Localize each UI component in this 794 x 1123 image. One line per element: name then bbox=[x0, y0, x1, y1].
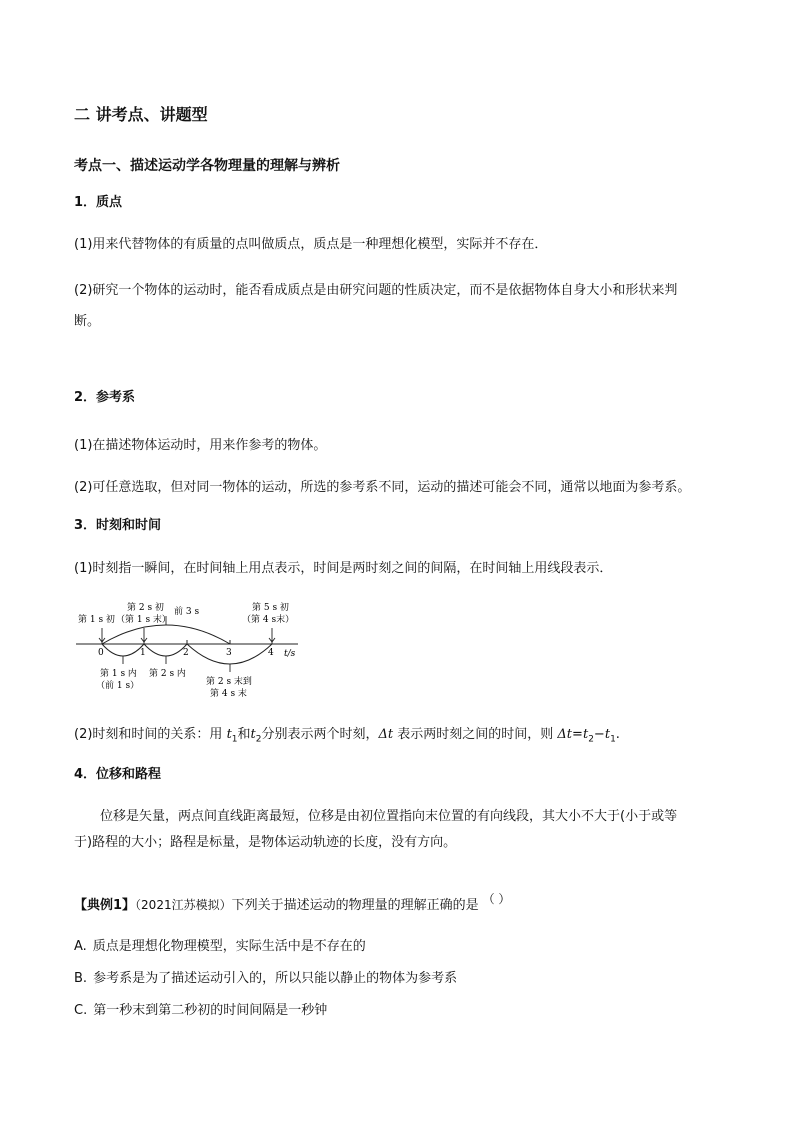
var-t2: t bbox=[250, 727, 256, 742]
cankaoxi-p2: (2)可任意选取，但对同一物体的运动，所选的参考系不同，运动的描述可能会不同，通常以地面为参考系。 bbox=[74, 480, 691, 495]
label-second-end-to-l2: 第 4 s 末 bbox=[210, 689, 247, 699]
tick-label-1: 1 bbox=[140, 648, 146, 658]
eq-minus: − bbox=[593, 727, 605, 742]
example-tag: 【典例1】 bbox=[74, 898, 136, 913]
eq-t2: t bbox=[582, 727, 589, 742]
shike-p2-mid: 分别表示两个时刻， bbox=[261, 727, 379, 742]
axis-unit-label: t/s bbox=[284, 649, 296, 659]
var-t1-sub: 1 bbox=[231, 734, 238, 745]
label-second-s-start-l2: （第 1 s 末） bbox=[116, 615, 171, 625]
option-a-text: 质点是理想化物理模型，实际生活中是不存在的 bbox=[92, 939, 366, 954]
tick-label-0: 0 bbox=[98, 648, 104, 658]
example-question-text: 下列关于描述运动的物理量的理解正确的是 bbox=[231, 898, 479, 913]
weiyi-p1-line2: 于)路程的大小；路程是标量，是物体运动轨迹的长度，没有方向。 bbox=[74, 835, 457, 850]
pointer-first-s-start bbox=[99, 628, 105, 642]
timeline-diagram bbox=[72, 598, 312, 706]
arc-first-s-in bbox=[102, 644, 144, 656]
option-a-letter: A. bbox=[74, 939, 87, 954]
eq-delta-t: Δt bbox=[557, 727, 573, 742]
heading-weiyi: 4．位移和路程 bbox=[74, 767, 162, 782]
option-b-text: 参考系是为了描述运动引入的，所以只能以静止的物体为参考系 bbox=[93, 971, 458, 986]
arc-second-s-in bbox=[144, 644, 187, 656]
eq-period: . bbox=[615, 727, 620, 742]
label-first-3s: 前 3 s bbox=[174, 607, 200, 617]
label-second-s-in: 第 2 s 内 bbox=[149, 669, 186, 679]
answer-blank: （ ） bbox=[482, 892, 511, 906]
tick-label-4: 4 bbox=[268, 648, 274, 658]
shike-p2-pre: (2)时刻和时间的关系：用 bbox=[74, 727, 227, 742]
eq-sign: = bbox=[572, 727, 583, 742]
eq-t1: t bbox=[604, 727, 611, 742]
zhidian-p1: (1)用来代替物体的有质量的点叫做质点，质点是一种理想化模型，实际并不存在． bbox=[74, 237, 548, 252]
heading-shike: 3．时刻和时间 bbox=[74, 518, 162, 533]
tick-label-3: 3 bbox=[226, 648, 232, 658]
label-second-end-to-l1: 第 2 s 末到 bbox=[206, 677, 252, 687]
label-first-s-start: 第 1 s 初 bbox=[78, 615, 115, 625]
shike-p2-and: 和 bbox=[237, 727, 251, 742]
zhidian-p2-line2: 断。 bbox=[74, 314, 101, 329]
label-first-s-in-l1: 第 1 s 内 bbox=[100, 669, 137, 679]
label-second-s-start-l1: 第 2 s 初 bbox=[127, 603, 164, 613]
pointer-fifth-s-start bbox=[269, 628, 275, 642]
shike-p2-mid2: 表示两时刻之间的时间，则 bbox=[393, 727, 558, 742]
option-a[interactable] bbox=[74, 934, 734, 960]
option-b-letter: B. bbox=[74, 971, 88, 986]
label-fifth-s-start-l1: 第 5 s 初 bbox=[252, 603, 289, 613]
heading-cankaoxi: 2．参考系 bbox=[74, 390, 136, 405]
zhidian-p2-line1: (2)研究一个物体的运动时，能否看成质点是由研究问题的性质决定，而不是依据物体自身大小和形状来判 bbox=[74, 283, 678, 298]
shike-p2 bbox=[74, 722, 734, 748]
var-t2-sub: 2 bbox=[255, 734, 262, 745]
option-c-letter: C. bbox=[74, 1003, 88, 1018]
pointer-second-s-start bbox=[141, 628, 147, 642]
eq-t2-sub: 2 bbox=[588, 734, 594, 745]
var-delta-t: Δt bbox=[378, 727, 394, 742]
cankaoxi-p1: (1)在描述物体运动时，用来作参考的物体。 bbox=[74, 438, 327, 453]
tick-label-2: 2 bbox=[183, 648, 189, 658]
point-title: 考点一、描述运动学各物理量的理解与辨析 bbox=[74, 158, 340, 174]
option-c[interactable] bbox=[74, 998, 734, 1024]
heading-zhidian: 1．质点 bbox=[74, 195, 123, 210]
option-b[interactable] bbox=[74, 966, 734, 992]
section-title: 二 讲考点、讲题型 bbox=[74, 105, 208, 124]
var-t1: t bbox=[226, 727, 232, 742]
weiyi-p1-line1: 位移是矢量，两点间直线距离最短，位移是由初位置指向末位置的有向线段，其大小不大于(小于或等 bbox=[100, 809, 678, 824]
arc-first-3s bbox=[102, 625, 230, 644]
example-question bbox=[74, 886, 734, 919]
label-fifth-s-start-l2: （第 4 s末） bbox=[242, 615, 295, 625]
shike-p1: (1)时刻指一瞬间，在时间轴上用点表示，时间是两时刻之间的间隔，在时间轴上用线段表示． bbox=[74, 561, 613, 576]
example-source: （2021江苏模拟） bbox=[135, 898, 232, 912]
eq-t1-sub: 1 bbox=[610, 734, 616, 745]
option-c-text: 第一秒末到第二秒初的时间间隔是一秒钟 bbox=[93, 1003, 328, 1018]
label-first-s-in-l2: （前 1 s） bbox=[96, 681, 140, 691]
